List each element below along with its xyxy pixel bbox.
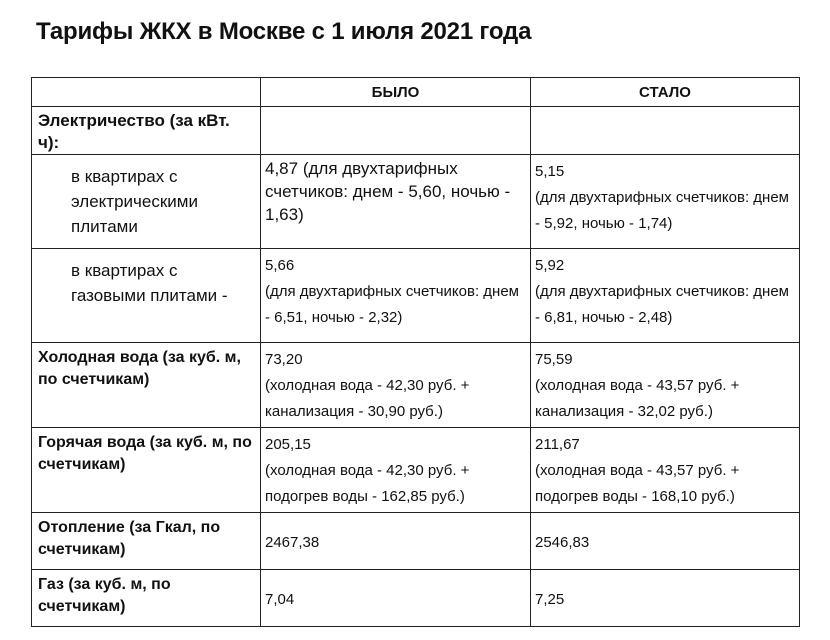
note-after: (для двухтарифных счетчиков: днем - 5,92, ночью - 1,74) bbox=[535, 189, 789, 232]
value-before: 73,20 bbox=[265, 351, 303, 368]
note-after: (для двухтарифных счетчиков: днем - 6,81, ночью - 2,48) bbox=[535, 283, 789, 326]
cell-after-hot-water bbox=[531, 428, 800, 513]
cell-empty bbox=[261, 107, 531, 155]
value-after: 5,92 bbox=[535, 257, 565, 274]
row-label-gas-stoves: в квартирах с газовыми плитами - bbox=[32, 249, 261, 343]
row-label-electricity: Электричество (за кВт. ч): bbox=[32, 107, 261, 155]
cell-before-gas: 7,04 bbox=[261, 570, 531, 627]
value-before: 205,15 bbox=[265, 436, 311, 453]
row-label-cold-water: Холодная вода (за куб. м, по счетчикам) bbox=[32, 343, 261, 428]
page-title: Тарифы ЖКХ в Москве с 1 июля 2021 года bbox=[36, 18, 532, 45]
note-before: (для двухтарифных счетчиков: днем - 5,60, ночью - 1,63) bbox=[265, 159, 511, 224]
row-label-gas: Газ (за куб. м, по счетчикам) bbox=[32, 570, 261, 627]
note-after: (холодная вода - 43,57 руб. + канализация - 32,02 руб.) bbox=[535, 377, 740, 420]
cell-before-hot-water bbox=[261, 428, 531, 513]
value-after: 75,59 bbox=[535, 351, 573, 368]
value-after: 211,67 bbox=[535, 436, 580, 453]
table-row bbox=[32, 570, 800, 627]
value-after: 5,15 bbox=[535, 163, 565, 180]
note-before: (для двухтарифных счетчиков: днем - 6,51, ночью - 2,32) bbox=[265, 283, 519, 326]
tariff-table bbox=[31, 77, 800, 627]
cell-before-electric-stoves bbox=[261, 155, 531, 249]
note-before: (холодная вода - 42,30 руб. + канализация - 30,90 руб.) bbox=[265, 377, 470, 420]
table-row bbox=[32, 513, 800, 570]
note-after: (холодная вода - 43,57 руб. + подогрев воды - 168,10 руб.) bbox=[535, 462, 740, 505]
table-row bbox=[32, 155, 800, 249]
cell-before-cold-water bbox=[261, 343, 531, 428]
row-label-electric-stoves: в квартирах с электрическими плитами bbox=[32, 155, 261, 249]
header-before: БЫЛО bbox=[261, 78, 531, 107]
value-before: 4,87 bbox=[265, 159, 299, 178]
table-row bbox=[32, 343, 800, 428]
header-row bbox=[32, 78, 800, 107]
value-before: 5,66 bbox=[265, 257, 295, 274]
cell-after-heating: 2546,83 bbox=[531, 513, 800, 570]
cell-after-electric-stoves bbox=[531, 155, 800, 249]
cell-after-gas-stoves bbox=[531, 249, 800, 343]
header-after: СТАЛО bbox=[531, 78, 800, 107]
cell-before-gas-stoves bbox=[261, 249, 531, 343]
cell-after-gas: 7,25 bbox=[531, 570, 800, 627]
cell-before-heating: 2467,38 bbox=[261, 513, 531, 570]
table-row bbox=[32, 249, 800, 343]
cell-empty bbox=[531, 107, 800, 155]
table-row bbox=[32, 107, 800, 155]
row-label-heating: Отопление (за Гкал, по счетчикам) bbox=[32, 513, 261, 570]
note-before: (холодная вода - 42,30 руб. + подогрев воды - 162,85 руб.) bbox=[265, 462, 470, 505]
header-empty-cell bbox=[32, 78, 261, 107]
cell-after-cold-water bbox=[531, 343, 800, 428]
row-label-hot-water: Горячая вода (за куб. м, по счетчикам) bbox=[32, 428, 261, 513]
table-row bbox=[32, 428, 800, 513]
